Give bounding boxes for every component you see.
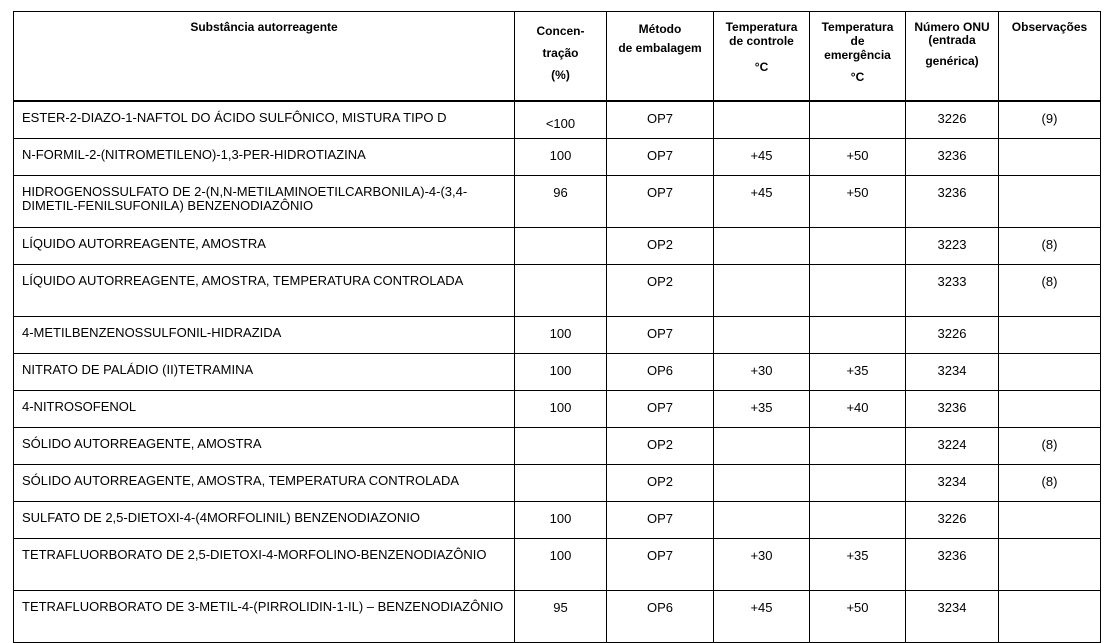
cell-substance: 4-METILBENZENOSSULFONIL-HIDRAZIDA [14, 317, 515, 354]
cell-control-temp [714, 317, 810, 354]
cell-substance: TETRAFLUORBORATO DE 3-METIL-4-(PIRROLIDIN-1-IL) – BENZENODIAZÔNIO [14, 591, 515, 643]
cell-method: OP6 [607, 591, 714, 643]
header-un-line-1: Número ONU [914, 20, 990, 34]
cell-substance: SÓLIDO AUTORREAGENTE, AMOSTRA, TEMPERATURA CONTROLADA [14, 465, 515, 502]
header-method-line-2: de embalagem [618, 41, 702, 55]
document-page [13, 11, 1101, 643]
cell-observations [999, 176, 1101, 228]
table-row [14, 428, 1101, 465]
cell-method: OP7 [607, 539, 714, 591]
cell-control-temp [714, 101, 810, 139]
cell-emergency-temp [810, 502, 906, 539]
cell-substance: LÍQUIDO AUTORREAGENTE, AMOSTRA, TEMPERATURA CONTROLADA [14, 265, 515, 317]
table-row [14, 539, 1101, 591]
cell-method: OP7 [607, 176, 714, 228]
cell-control-temp [714, 502, 810, 539]
cell-concentration: 100 [515, 354, 607, 391]
cell-substance: SÓLIDO AUTORREAGENTE, AMOSTRA [14, 428, 515, 465]
cell-method: OP7 [607, 101, 714, 139]
cell-un-number: 3226 [906, 502, 999, 539]
cell-concentration: 100 [515, 502, 607, 539]
table-row [14, 354, 1101, 391]
header-emergency-temp-line-3: emergência [824, 48, 891, 62]
cell-emergency-temp: +35 [810, 354, 906, 391]
header-concentration-line-2: tração [542, 46, 579, 60]
header-un-line-2: (entrada [928, 33, 976, 47]
cell-observations [999, 139, 1101, 176]
table-row [14, 317, 1101, 354]
header-un-number [906, 12, 999, 102]
cell-method: OP7 [607, 317, 714, 354]
cell-substance: LÍQUIDO AUTORREAGENTE, AMOSTRA [14, 228, 515, 265]
cell-control-temp: +30 [714, 539, 810, 591]
header-control-temp-line-2: de controle [729, 34, 794, 48]
cell-concentration [515, 228, 607, 265]
cell-un-number: 3233 [906, 265, 999, 317]
cell-observations [999, 354, 1101, 391]
cell-substance: NITRATO DE PALÁDIO (II)TETRAMINA [14, 354, 515, 391]
header-un-line-3: genérica) [925, 54, 979, 68]
cell-emergency-temp: +35 [810, 539, 906, 591]
cell-concentration: 100 [515, 139, 607, 176]
cell-substance: HIDROGENOSSULFATO DE 2-(N,N-METILAMINOETILCARBONILA)-4-(3,4-DIMETIL-FENILSUFONILA) BENZENODIAZÔNIO [14, 176, 515, 228]
cell-observations [999, 502, 1101, 539]
table-row [14, 176, 1101, 228]
table-row [14, 591, 1101, 643]
cell-observations [999, 591, 1101, 643]
cell-emergency-temp [810, 428, 906, 465]
cell-un-number: 3224 [906, 428, 999, 465]
cell-method: OP2 [607, 265, 714, 317]
table-row [14, 139, 1101, 176]
cell-control-temp: +30 [714, 354, 810, 391]
cell-concentration: 100 [515, 391, 607, 428]
cell-observations: (9) [999, 101, 1101, 139]
cell-observations [999, 391, 1101, 428]
cell-concentration: 100 [515, 317, 607, 354]
cell-un-number: 3223 [906, 228, 999, 265]
cell-control-temp: +45 [714, 176, 810, 228]
cell-emergency-temp: +40 [810, 391, 906, 428]
cell-control-temp [714, 228, 810, 265]
table-row [14, 101, 1101, 139]
cell-concentration: <100 [515, 101, 607, 139]
cell-concentration [515, 465, 607, 502]
table-row [14, 228, 1101, 265]
cell-method: OP2 [607, 428, 714, 465]
cell-concentration: 100 [515, 539, 607, 591]
header-observations: Observações [999, 12, 1101, 102]
header-packing-method [607, 12, 714, 102]
cell-control-temp: +45 [714, 139, 810, 176]
cell-emergency-temp: +50 [810, 139, 906, 176]
cell-un-number: 3236 [906, 539, 999, 591]
header-concentration-line-1: Concen- [536, 24, 585, 38]
header-control-temp-line-1: Temperatura [725, 20, 798, 34]
table-row [14, 391, 1101, 428]
table-row [14, 502, 1101, 539]
cell-observations: (8) [999, 228, 1101, 265]
cell-emergency-temp: +50 [810, 591, 906, 643]
cell-substance: N-FORMIL-2-(NITROMETILENO)-1,3-PER-HIDROTIAZINA [14, 139, 515, 176]
table-row [14, 465, 1101, 502]
table-row [14, 265, 1101, 317]
cell-un-number: 3236 [906, 176, 999, 228]
header-substance: Substância autorreagente [14, 12, 515, 102]
cell-concentration [515, 428, 607, 465]
cell-control-temp [714, 465, 810, 502]
cell-un-number: 3236 [906, 391, 999, 428]
header-control-temperature [714, 12, 810, 102]
cell-concentration: 96 [515, 176, 607, 228]
cell-substance: TETRAFLUORBORATO DE 2,5-DIETOXI-4-MORFOLINO-BENZENODIAZÔNIO [14, 539, 515, 591]
header-emergency-temperature [810, 12, 906, 102]
cell-control-temp [714, 428, 810, 465]
cell-control-temp [714, 265, 810, 317]
cell-un-number: 3234 [906, 354, 999, 391]
header-emergency-temp-unit: °C [850, 70, 865, 84]
cell-un-number: 3234 [906, 465, 999, 502]
cell-un-number: 3236 [906, 139, 999, 176]
cell-un-number: 3226 [906, 317, 999, 354]
cell-emergency-temp [810, 265, 906, 317]
header-concentration-line-3: (%) [551, 68, 570, 82]
cell-substance: 4-NITROSOFENOL [14, 391, 515, 428]
cell-observations: (8) [999, 465, 1101, 502]
header-emergency-temp-line-1: Temperatura [821, 20, 894, 34]
cell-method: OP7 [607, 502, 714, 539]
cell-concentration [515, 265, 607, 317]
table-header-row [14, 12, 1101, 102]
cell-method: OP2 [607, 228, 714, 265]
cell-observations [999, 317, 1101, 354]
cell-emergency-temp [810, 465, 906, 502]
header-emergency-temp-line-2: de [850, 34, 865, 48]
cell-method: OP2 [607, 465, 714, 502]
header-control-temp-unit: °C [754, 60, 769, 74]
cell-observations: (8) [999, 265, 1101, 317]
cell-method: OP7 [607, 139, 714, 176]
cell-emergency-temp [810, 101, 906, 139]
cell-observations [999, 539, 1101, 591]
cell-method: OP6 [607, 354, 714, 391]
cell-method: OP7 [607, 391, 714, 428]
cell-emergency-temp: +50 [810, 176, 906, 228]
self-reactive-substances-table [13, 11, 1101, 643]
cell-observations: (8) [999, 428, 1101, 465]
cell-concentration: 95 [515, 591, 607, 643]
cell-substance: ESTER-2-DIAZO-1-NAFTOL DO ÁCIDO SULFÔNICO, MISTURA TIPO D [14, 101, 515, 139]
header-concentration [515, 12, 607, 102]
cell-emergency-temp [810, 228, 906, 265]
cell-un-number: 3234 [906, 591, 999, 643]
cell-control-temp: +45 [714, 591, 810, 643]
cell-un-number: 3226 [906, 101, 999, 139]
cell-emergency-temp [810, 317, 906, 354]
cell-substance: SULFATO DE 2,5-DIETOXI-4-(4MORFOLINIL) BENZENODIAZONIO [14, 502, 515, 539]
cell-control-temp: +35 [714, 391, 810, 428]
header-method-line-1: Método [638, 22, 682, 36]
